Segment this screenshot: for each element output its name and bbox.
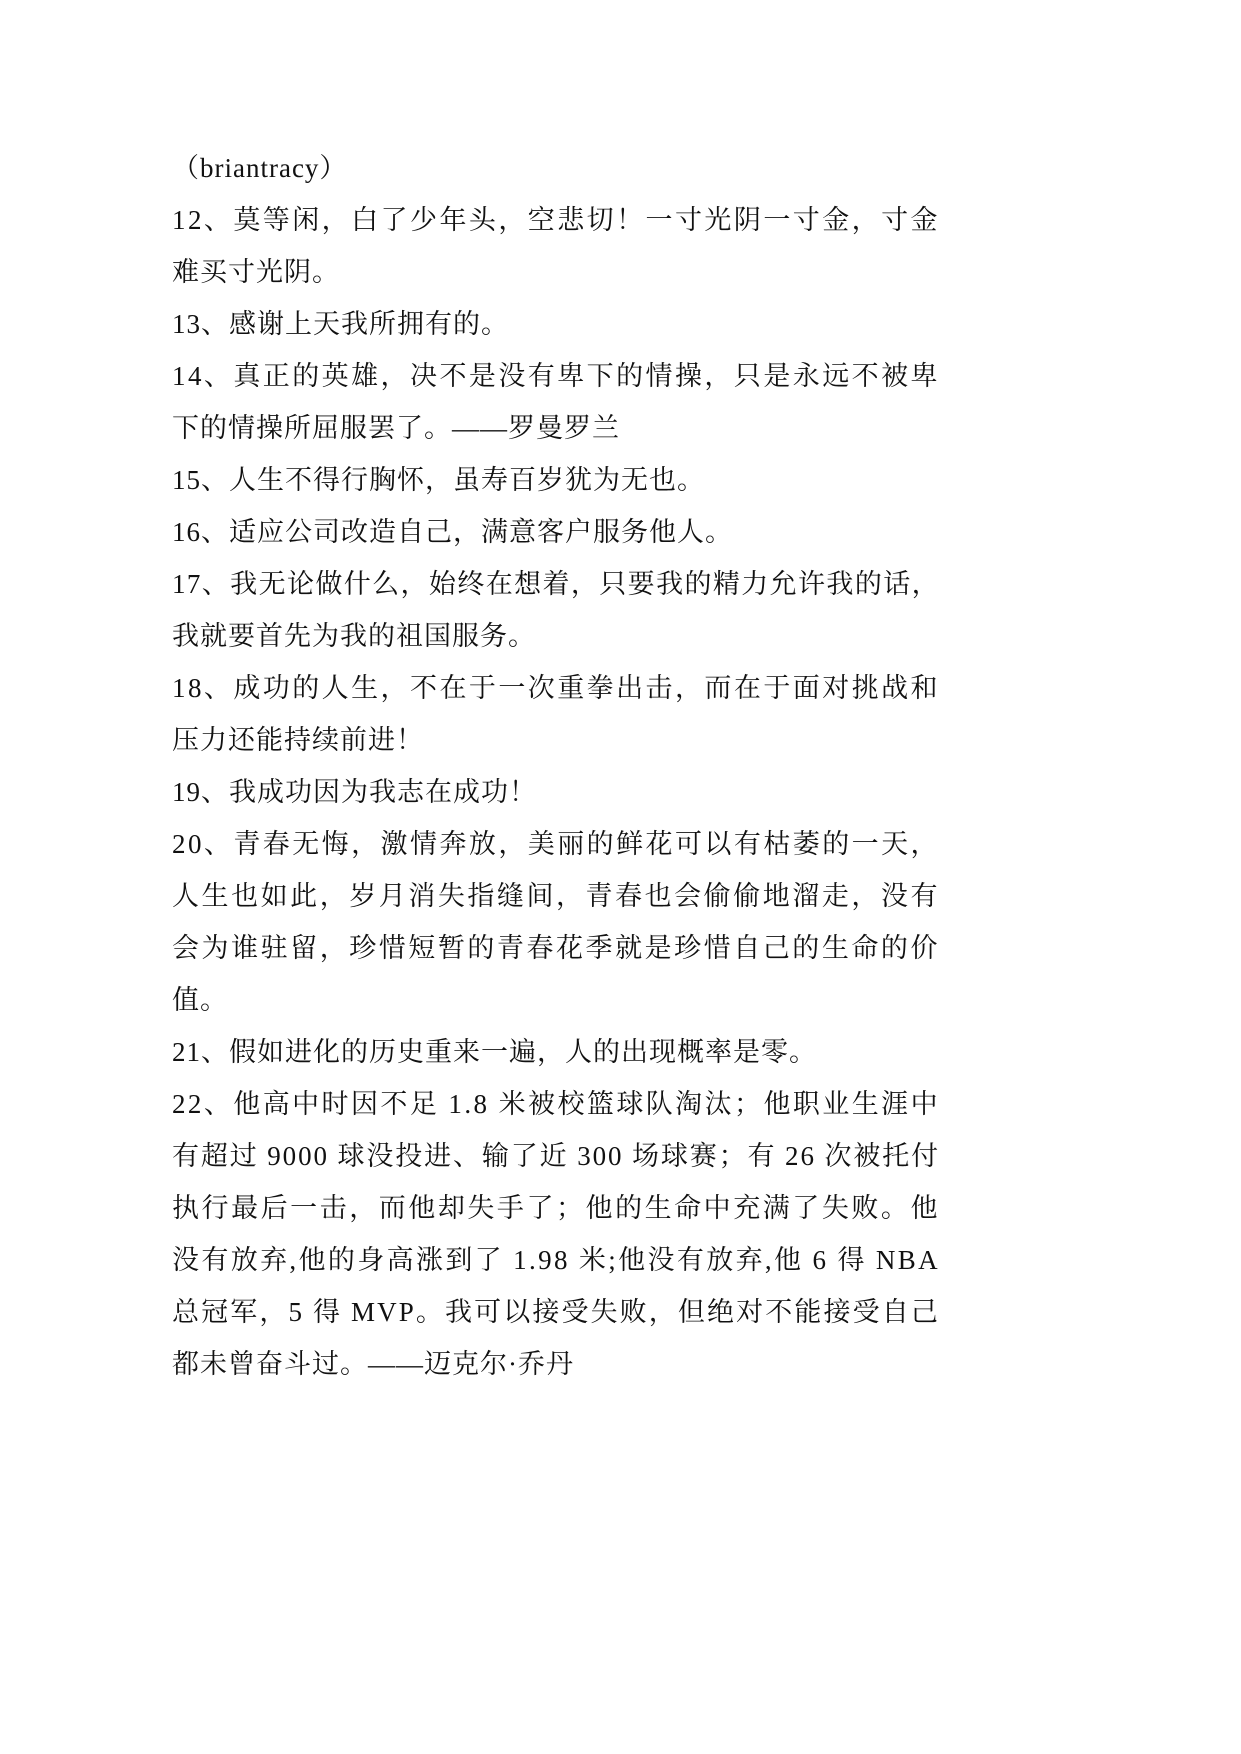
text-line: 18、成功的人生，不在于一次重拳出击，而在于面对挑战和 xyxy=(172,673,940,703)
text-line: 16、适应公司改造自己，满意客户服务他人。 xyxy=(172,517,733,547)
text-line: 15、人生不得行胸怀，虽寿百岁犹为无也。 xyxy=(172,465,705,495)
text-line: 13、感谢上天我所拥有的。 xyxy=(172,309,509,339)
text-line: 压力还能持续前进！ xyxy=(172,725,424,755)
text-line: 19、我成功因为我志在成功！ xyxy=(172,777,537,807)
text-line: 12、莫等闲，白了少年头，空悲切！一寸光阴一寸金，寸金 xyxy=(172,205,940,235)
text-line: 17、我无论做什么，始终在想着，只要我的精力允许我的话， xyxy=(172,569,941,599)
text-line: （briantracy） xyxy=(172,153,348,183)
text-line: 值。 xyxy=(172,985,228,1015)
text-line: 难买寸光阴。 xyxy=(172,257,340,287)
text-line: 总冠军，5 得 MVP。我可以接受失败，但绝对不能接受自己 xyxy=(172,1297,941,1327)
text-line: 14、真正的英雄，决不是没有卑下的情操，只是永远不被卑 xyxy=(172,361,940,391)
text-line: 没有放弃,他的身高涨到了 1.98 米;他没有放弃,他 6 得 NBA xyxy=(172,1245,941,1275)
text-line: 22、他高中时因不足 1.8 米被校篮球队淘汰；他职业生涯中 xyxy=(172,1089,940,1119)
text-line: 都未曾奋斗过。——迈克尔·乔丹 xyxy=(172,1349,574,1379)
text-line: 人生也如此，岁月消失指缝间，青春也会偷偷地溜走，没有 xyxy=(172,881,940,911)
text-line: 会为谁驻留，珍惜短暂的青春花季就是珍惜自己的生命的价 xyxy=(172,933,940,963)
text-line: 下的情操所屈服罢了。——罗曼罗兰 xyxy=(172,413,620,443)
text-line: 我就要首先为我的祖国服务。 xyxy=(172,621,536,651)
text-body xyxy=(172,142,942,1390)
text-line: 有超过 9000 球没投进、输了近 300 场球赛；有 26 次被托付 xyxy=(172,1141,941,1171)
text-line: 执行最后一击，而他却失手了；他的生命中充满了失败。他 xyxy=(172,1193,940,1223)
text-line: 20、青春无悔，激情奔放，美丽的鲜花可以有枯萎的一天， xyxy=(172,829,940,859)
text-line: 21、假如进化的历史重来一遍，人的出现概率是零。 xyxy=(172,1037,817,1067)
